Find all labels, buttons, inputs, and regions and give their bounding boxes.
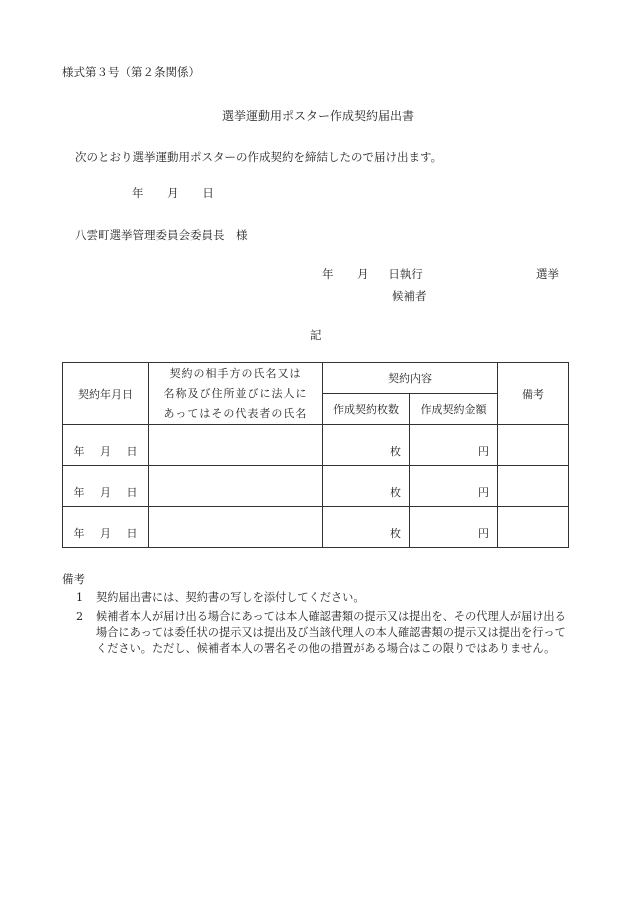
- row-counterparty: [149, 466, 323, 507]
- row-remarks: [498, 466, 569, 507]
- election-year: 年: [322, 267, 334, 281]
- note-item-2: [76, 609, 572, 675]
- note-text: 契約届出書には、契約書の写しを添付してください。: [96, 591, 365, 604]
- row-month: 月: [100, 527, 111, 540]
- election-held: 日執行: [388, 267, 423, 281]
- date-day: 日: [202, 186, 214, 200]
- row-remarks: [498, 425, 569, 466]
- row-amount: 円: [410, 466, 498, 507]
- row-day: 日: [126, 445, 138, 458]
- row-counterparty: [149, 507, 323, 548]
- row-year: 年: [73, 527, 85, 540]
- table-row: [63, 466, 569, 507]
- contract-table: [62, 362, 569, 548]
- addressee: 八雲町選挙管理委員会委員長 様: [75, 228, 248, 242]
- submission-date: [132, 185, 214, 201]
- row-month: 月: [100, 486, 111, 499]
- row-amount: 円: [410, 507, 498, 548]
- note-item-1: [76, 590, 572, 608]
- row-sheet-count: 枚: [323, 466, 410, 507]
- row-sheet-count: 枚: [323, 425, 410, 466]
- row-year: 年: [73, 486, 85, 499]
- row-day: 日: [126, 527, 138, 540]
- note-text: 候補者本人が届け出る場合にあっては本人確認書類の提示又は提出を、その代理人が届け出る場合にあっては委任状の提示又は提出及び当該代理人の本人確認書類の提示又は提出を行ってください。ただし、候補者本人の署名その他の措置がある場合はこの限りではありません。: [96, 610, 566, 655]
- header-contract-date: 契約年月日: [63, 363, 149, 425]
- election-info: [322, 266, 423, 282]
- row-date: [63, 425, 149, 466]
- header-counterparty-line3: あってはその代表者の氏名: [163, 406, 308, 420]
- row-date: [63, 466, 149, 507]
- row-month: 月: [100, 445, 111, 458]
- note-number: 2: [76, 610, 84, 623]
- table-row: [63, 507, 569, 548]
- election-month: 月: [357, 267, 369, 281]
- notes-heading: 備考: [62, 572, 85, 586]
- row-year: 年: [73, 445, 85, 458]
- header-remarks: 備考: [498, 363, 569, 425]
- header-counterparty: [149, 363, 323, 425]
- candidate-label: 候補者: [392, 289, 427, 303]
- election-suffix: 選挙: [536, 267, 559, 281]
- intro-text: 次のとおり選挙運動用ポスターの作成契約を締結したので届け出ます。: [75, 150, 443, 164]
- row-counterparty: [149, 425, 323, 466]
- header-amount: 作成契約金額: [410, 394, 498, 425]
- date-year: 年: [132, 186, 144, 200]
- header-counterparty-line1: 契約の相手方の氏名又は: [169, 366, 302, 380]
- header-counterparty-line2: 名称及び住所並びに法人に: [163, 386, 308, 400]
- row-remarks: [498, 507, 569, 548]
- row-date: [63, 507, 149, 548]
- header-contract-content: 契約内容: [323, 363, 498, 394]
- note-number: 1: [76, 591, 84, 604]
- date-month: 月: [167, 186, 179, 200]
- header-sheet-count: 作成契約枚数: [323, 394, 410, 425]
- row-amount: 円: [410, 425, 498, 466]
- ki-mark: 記: [310, 328, 322, 342]
- document-title: 選挙運動用ポスター作成契約届出書: [222, 109, 415, 123]
- row-day: 日: [126, 486, 138, 499]
- row-sheet-count: 枚: [323, 507, 410, 548]
- table-row: [63, 425, 569, 466]
- form-number: 様式第３号（第２条関係）: [62, 65, 200, 79]
